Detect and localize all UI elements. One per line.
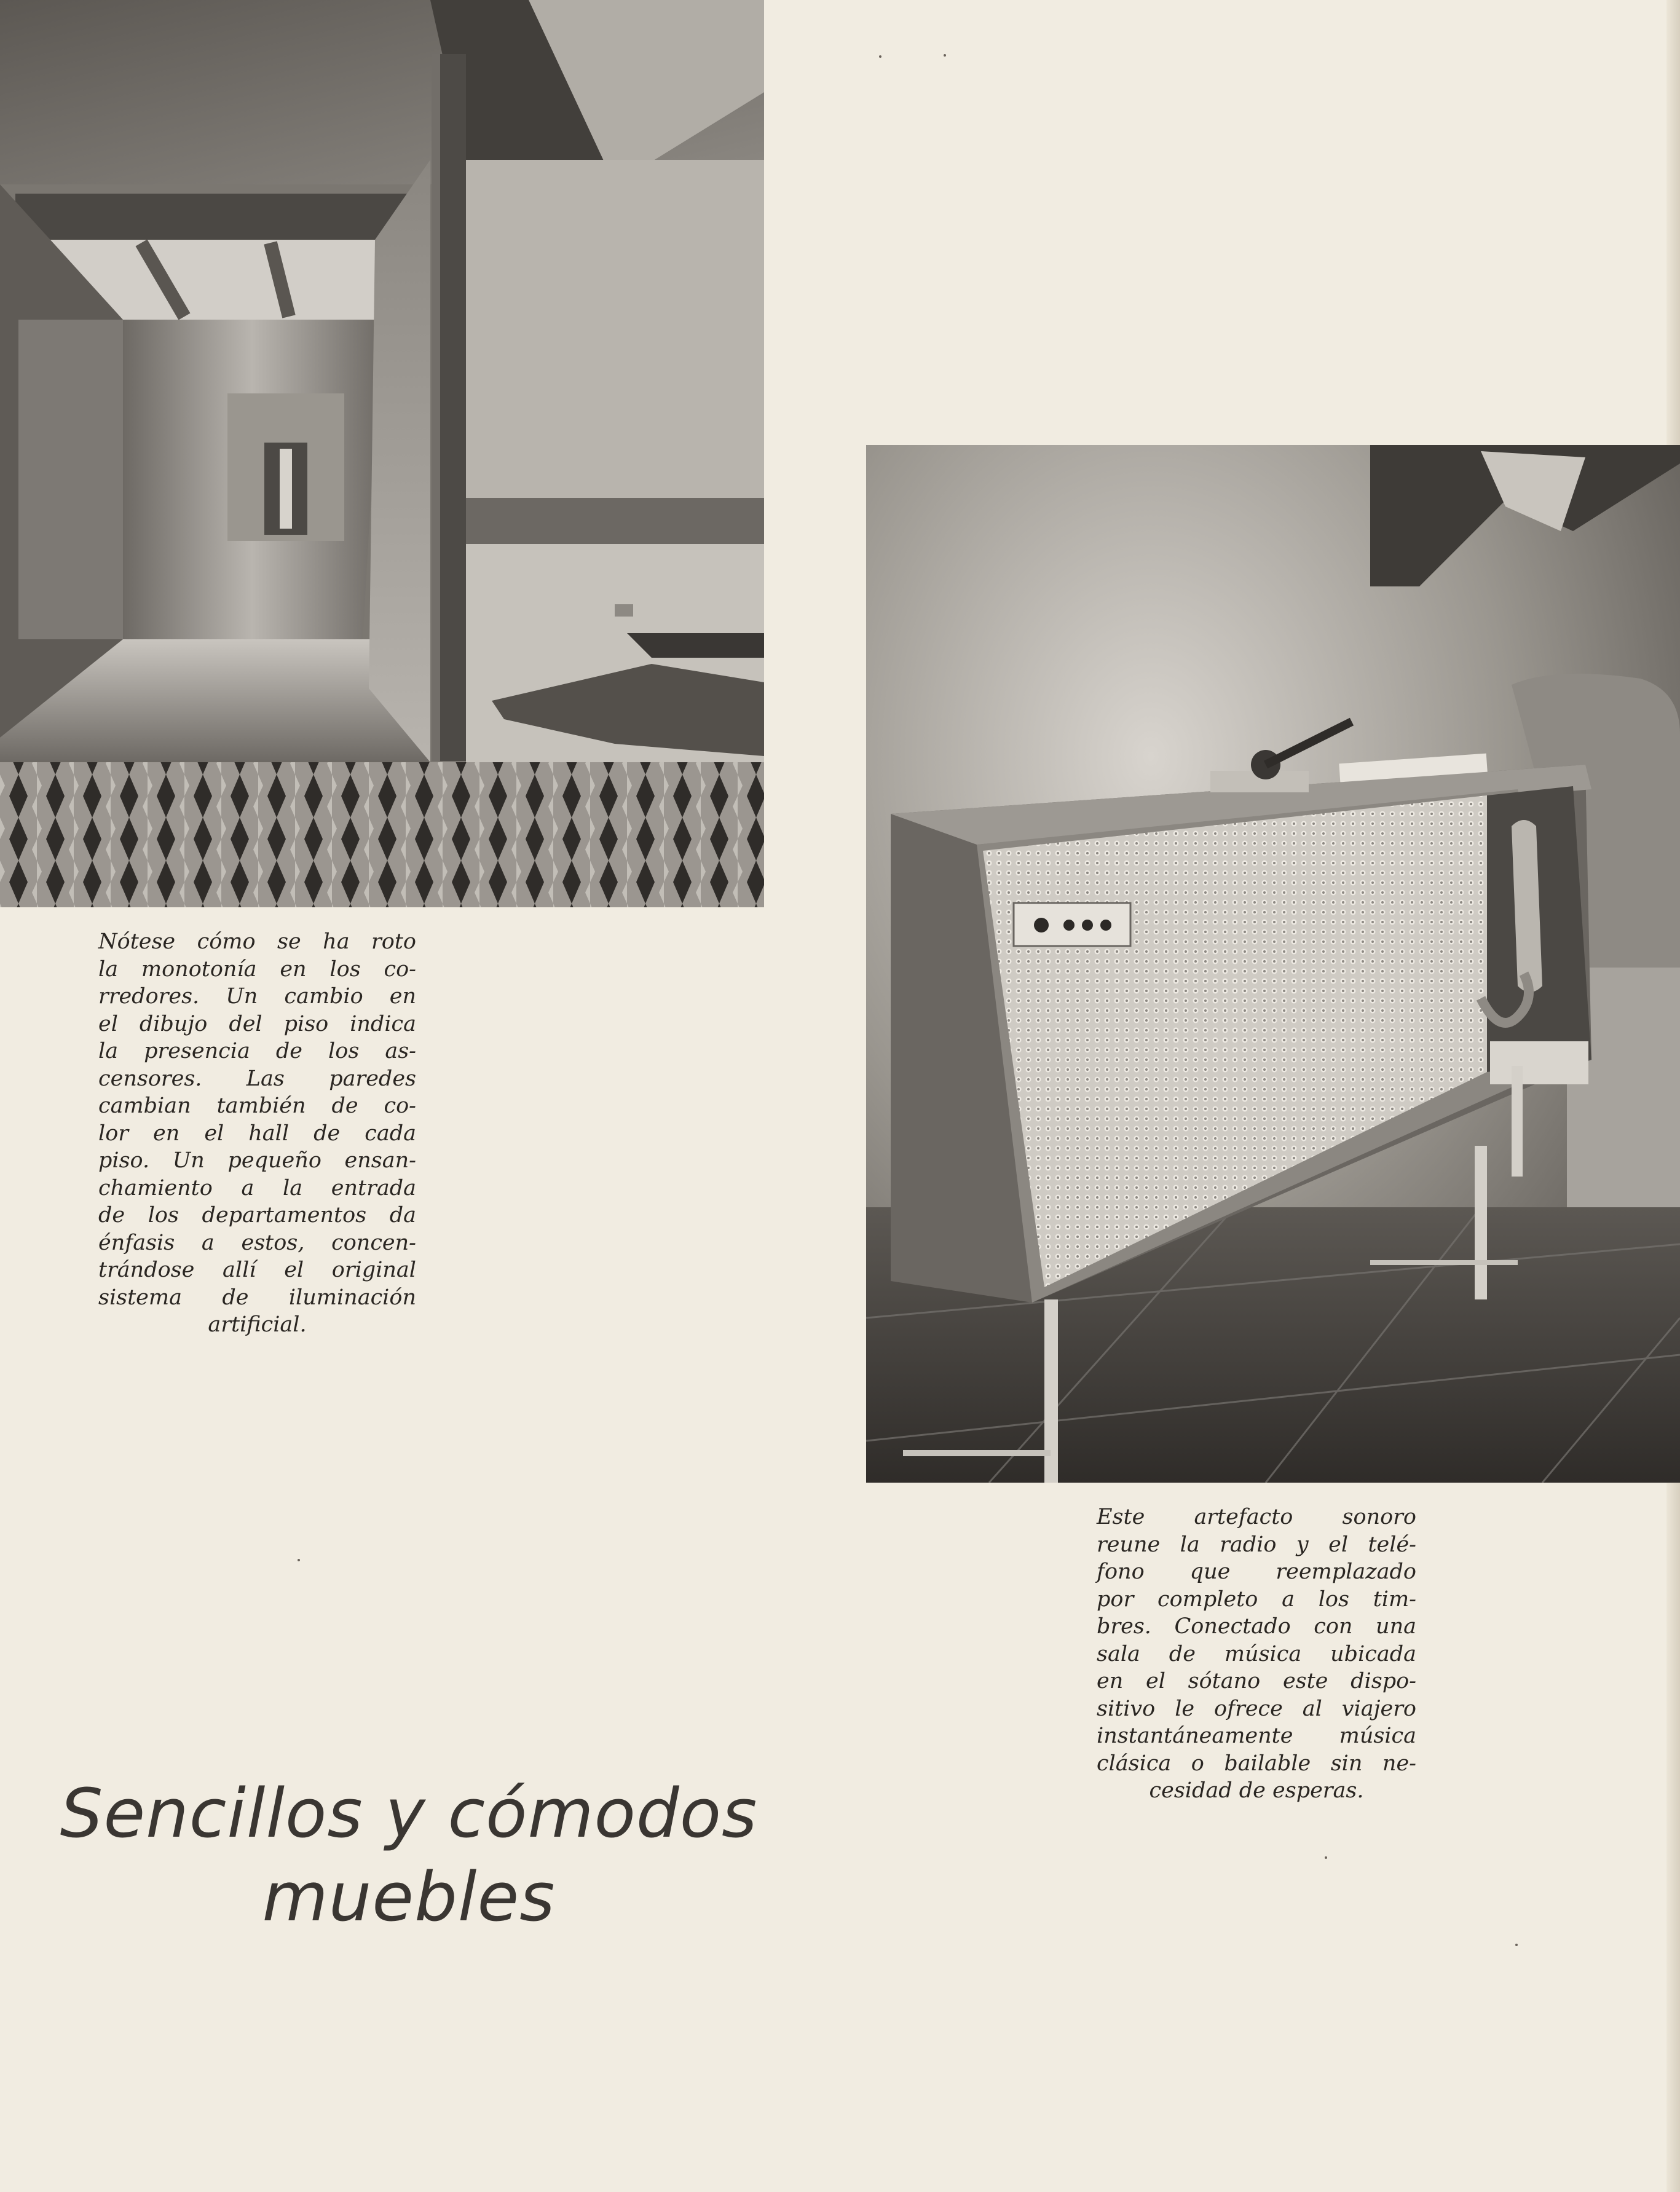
caption-line: de los departamentos da <box>98 1203 416 1228</box>
corridor-photo <box>0 0 764 907</box>
caption-line: la monotonía en los co- <box>98 956 416 982</box>
radio-cabinet-photo-graphic <box>866 445 1680 1483</box>
headline-line-2: muebles <box>262 1857 556 1936</box>
caption-line: sistema de iluminación <box>98 1285 416 1310</box>
corridor-caption <box>98 928 416 1339</box>
caption-line: reune la radio y el telé- <box>1097 1532 1416 1557</box>
caption-line: en el sótano este dispo- <box>1097 1669 1416 1693</box>
caption-line: censores. Las paredes <box>98 1066 416 1091</box>
paper-speck <box>1515 1944 1518 1946</box>
caption-line: la presencia de los as- <box>98 1039 416 1063</box>
caption-line: chamiento a la entrada <box>98 1175 416 1200</box>
paper-speck <box>879 55 881 58</box>
caption-line: cesidad de esperas. <box>1149 1778 1364 1803</box>
corridor-photo-graphic <box>0 0 764 907</box>
caption-line: cambian también de co- <box>98 1094 416 1118</box>
radio-caption <box>1097 1504 1416 1805</box>
caption-line: énfasis a estos, concen- <box>98 1230 416 1255</box>
caption-line: lor en el hall de cada <box>98 1121 416 1146</box>
caption-line: por completo a los tim- <box>1097 1587 1416 1612</box>
paper-speck <box>1325 1856 1327 1859</box>
caption-line: piso. Un pequeño ensan- <box>98 1148 416 1173</box>
section-headline <box>43 1772 775 1939</box>
caption-line: rredores. Un cambio en <box>98 984 416 1009</box>
paper-speck <box>298 1559 300 1561</box>
caption-line: clásica o bailable sin ne- <box>1097 1751 1416 1776</box>
headline-line-1: Sencillos y cómodos <box>60 1773 758 1853</box>
caption-line: fono que reemplazado <box>1097 1559 1416 1584</box>
caption-line: instantáneamente música <box>1097 1724 1416 1748</box>
caption-line: bres. Conectado con una <box>1097 1614 1416 1639</box>
caption-line: sitivo le ofrece al viajero <box>1097 1696 1416 1721</box>
caption-line: trándose allí el original <box>98 1258 416 1282</box>
paper-speck <box>944 54 946 57</box>
caption-line: Este artefacto sonoro <box>1097 1505 1416 1529</box>
caption-line: artificial. <box>208 1312 307 1337</box>
radio-cabinet-photo <box>866 445 1680 1483</box>
caption-line: el dibujo del piso indica <box>98 1011 416 1036</box>
caption-line: sala de música ubicada <box>1097 1641 1416 1666</box>
caption-line: Nótese cómo se ha roto <box>98 929 416 954</box>
